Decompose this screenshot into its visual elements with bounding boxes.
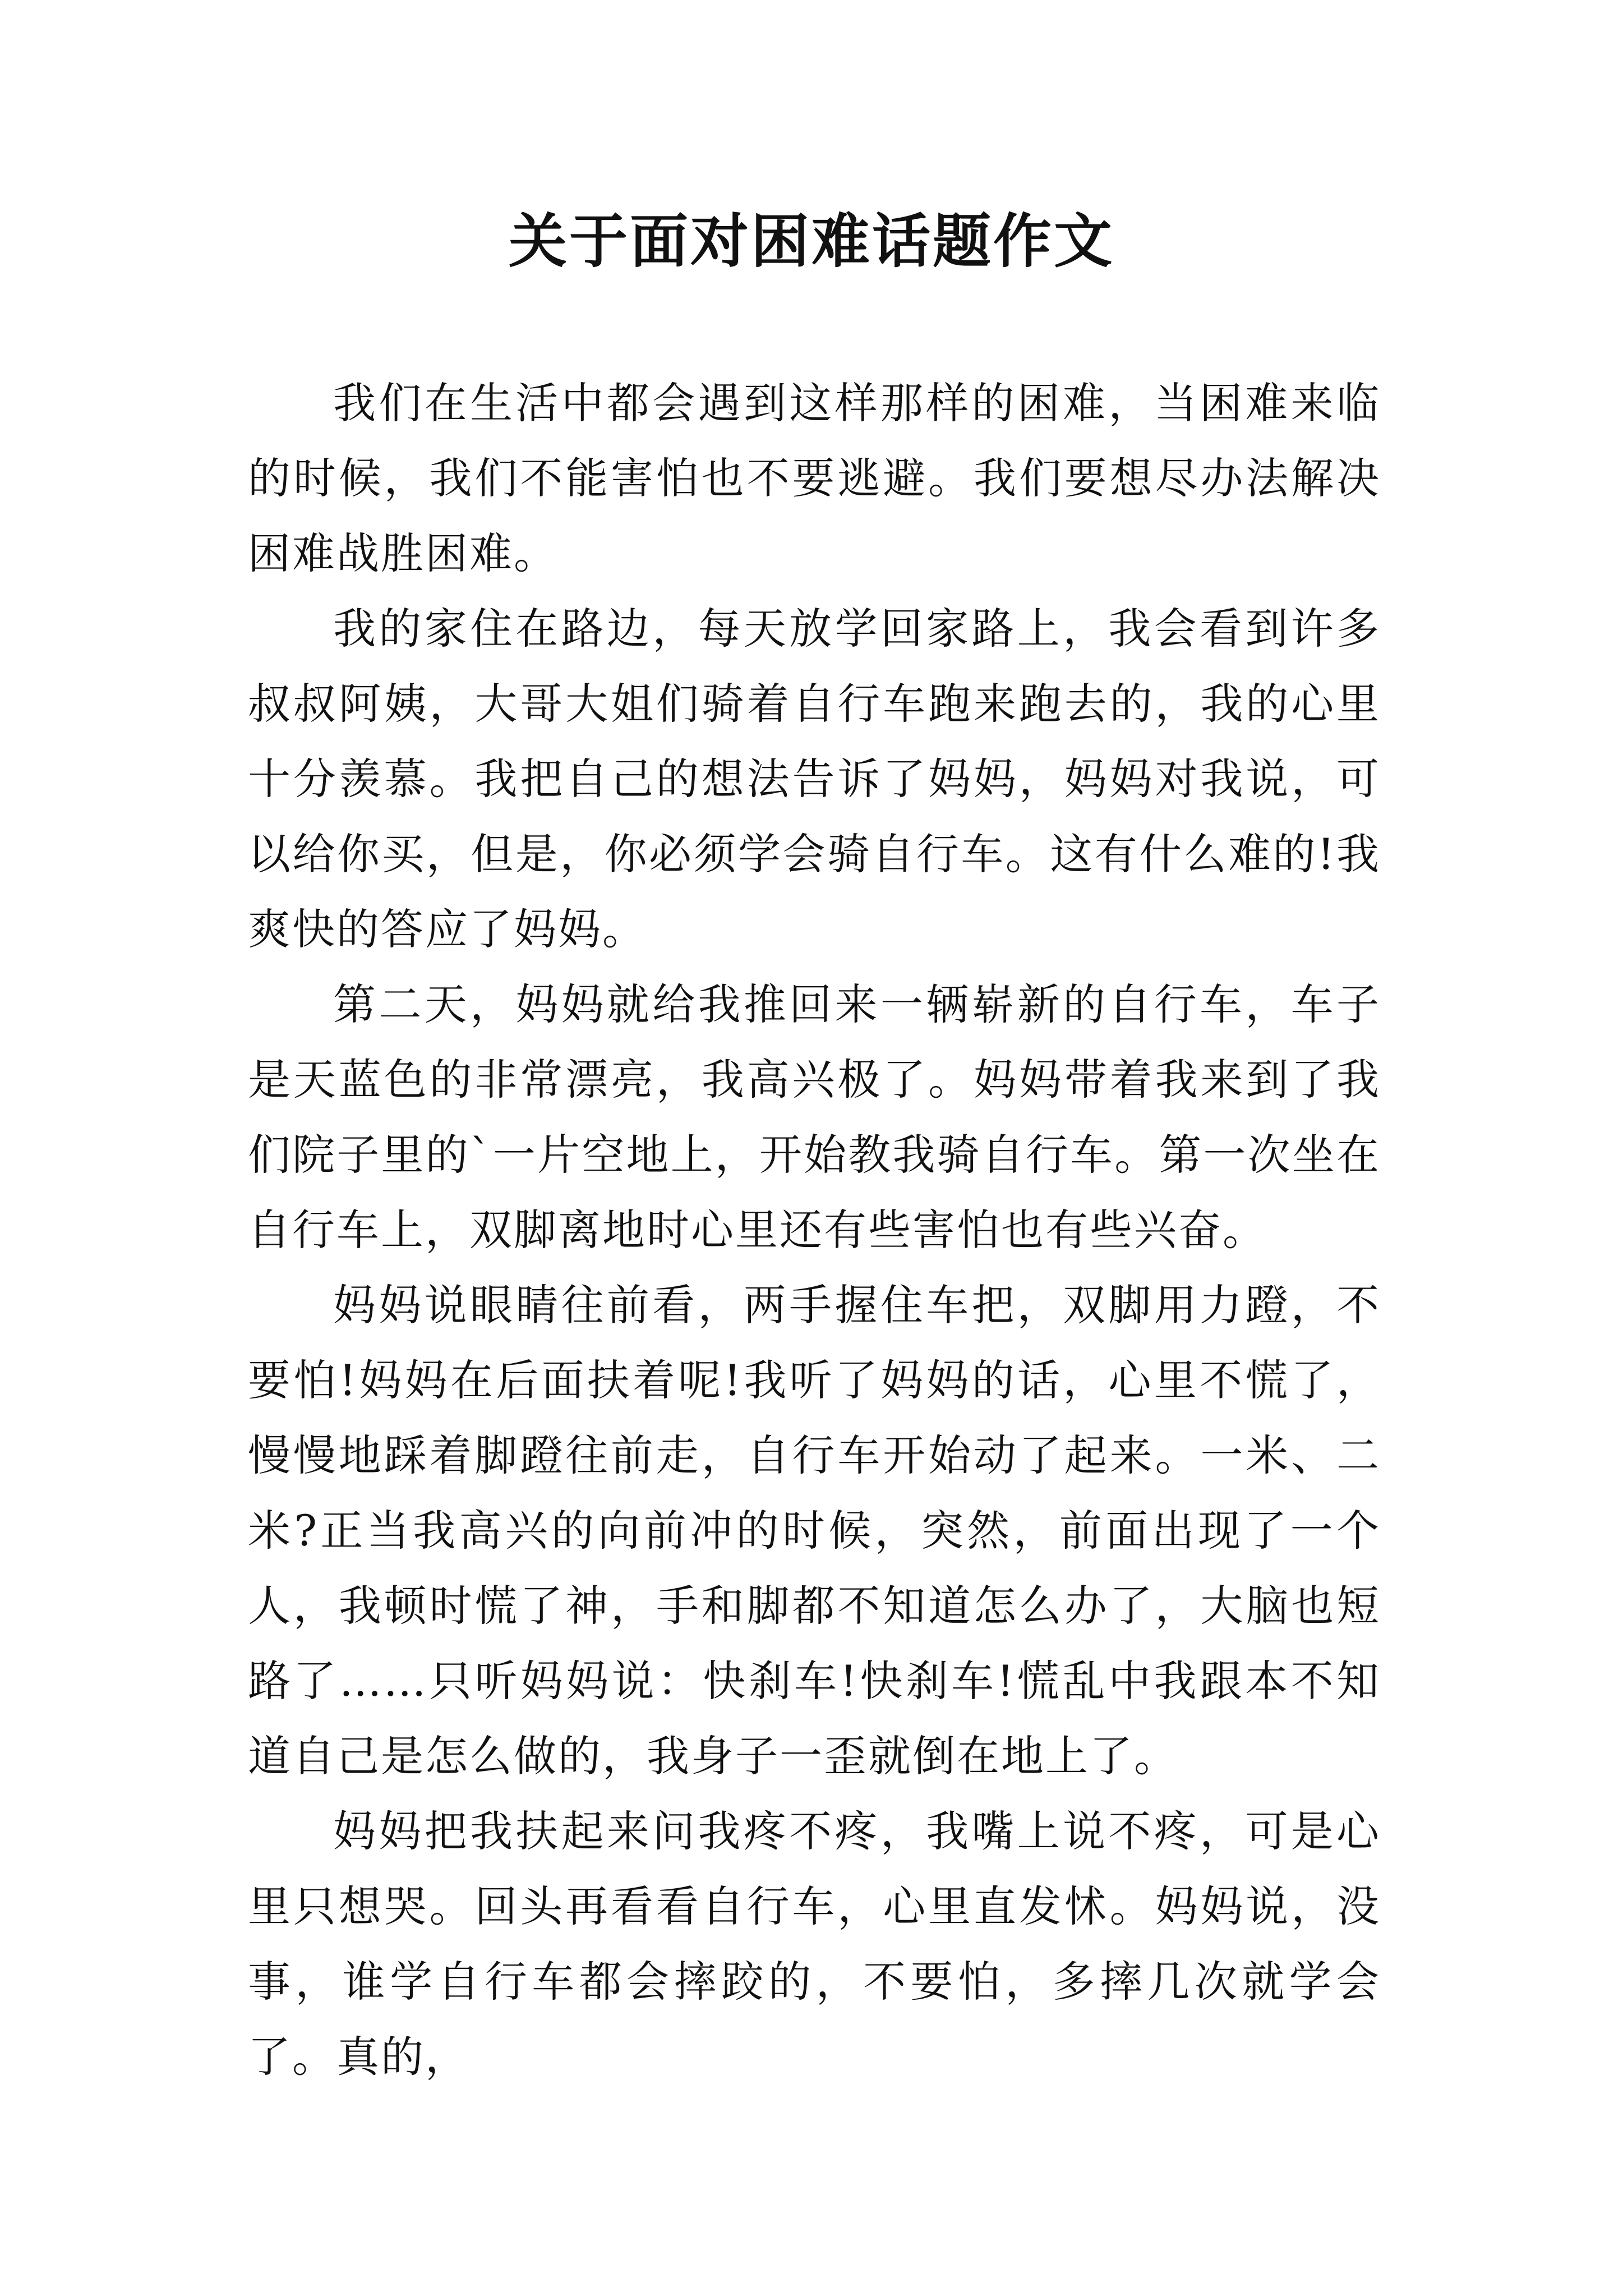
paragraph-5: 妈妈把我扶起来问我疼不疼，我嘴上说不疼，可是心里只想哭。回头再看看自行车，心里直发怵。妈妈说，没事，谁学自行车都会摔跤的，不要怕，多摔几次就学会了。真的， [248,1806,1381,2082]
paragraph-1: 我们在生活中都会遇到这样那样的困难，当困难来临的时候，我们不能害怕也不要逃避。我们要想尽办法解决困难战胜困难。 [248,378,1381,578]
paragraph-2: 我的家住在路边，每天放学回家路上，我会看到许多叔叔阿姨，大哥大姐们骑着自行车跑来跑去的，我的心里十分羡慕。我把自己的想法告诉了妈妈，妈妈对我说，可以给你买，但是，你必须学会骑自行车。这有什么难的!我爽快的答应了妈妈。 [248,604,1381,954]
paragraph-4: 妈妈说眼睛往前看，两手握住车把，双脚用力蹬，不要怕!妈妈在后面扶着呢!我听了妈妈的话，心里不慌了，慢慢地踩着脚蹬往前走，自行车开始动了起来。一米、二米?正当我高兴的向前冲的时候，突然，前面出现了一个人，我顿时慌了神，手和脚都不知道怎么办了，大脑也短路了……只听妈妈说：快刹车!快刹车!慌乱中我跟本不知道自己是怎么做的，我身子一歪就倒在地上了。 [248,1280,1381,1781]
document-title: 关于面对困难话题作文 [508,206,1114,275]
document-body [248,366,1381,2095]
paragraph-3: 第二天，妈妈就给我推回来一辆崭新的自行车，车子是天蓝色的非常漂亮，我高兴极了。妈妈带着我来到了我们院子里的`一片空地上，开始教我骑自行车。第一次坐在自行车上，双脚离地时心里还有些害怕也有些兴奋。 [248,979,1381,1255]
